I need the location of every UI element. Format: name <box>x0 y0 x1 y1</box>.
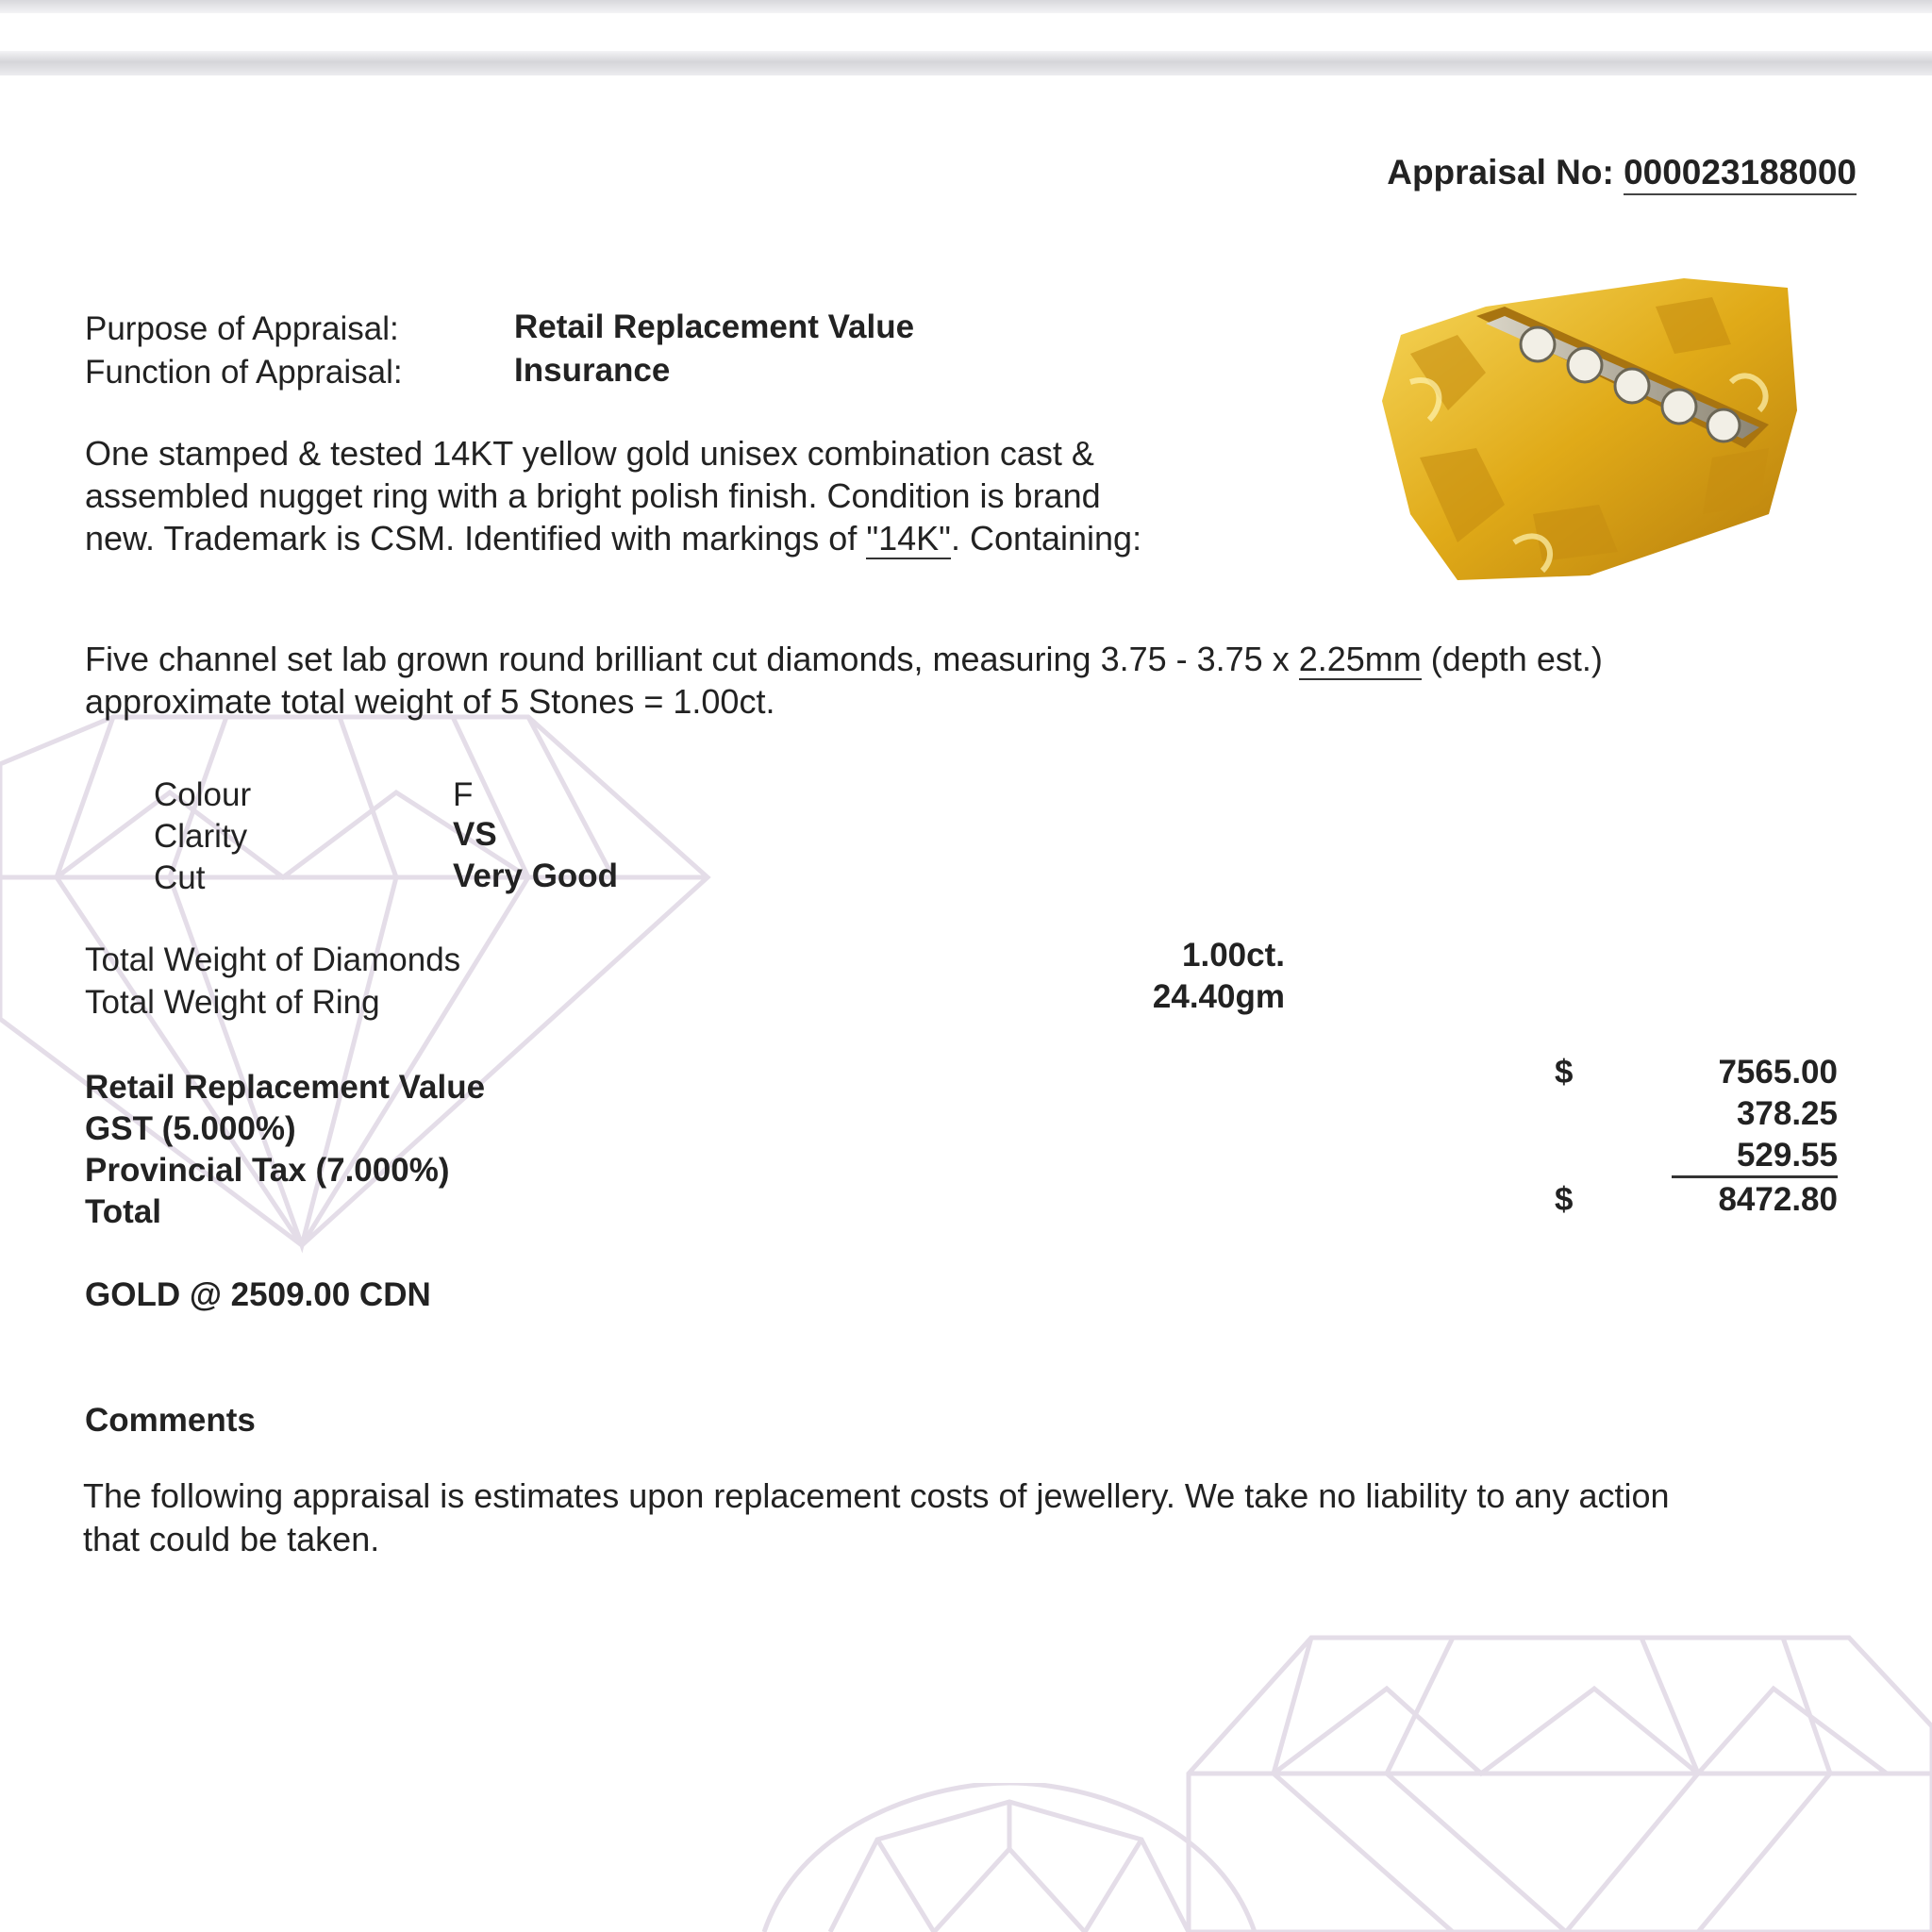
currency-symbol: $ <box>1555 1054 1574 1091</box>
subtotal-rule <box>1672 1175 1838 1178</box>
gold-price: GOLD @ 2509.00 CDN <box>85 1276 431 1313</box>
weight-value-ring: 24.40gm <box>1152 978 1285 1015</box>
valuation-label-retail: Retail Replacement Value <box>85 1069 486 1106</box>
valuation-row-total <box>1555 1179 1838 1221</box>
marking-value: "14K" <box>866 519 951 558</box>
currency-symbol: $ <box>1555 1181 1574 1218</box>
header-rule <box>0 51 1932 75</box>
grade-value-clarity: VS <box>453 816 497 853</box>
ring-photo <box>1373 269 1807 594</box>
purpose-label: Purpose of Appraisal: <box>85 310 399 347</box>
weight-value-diamonds: 1.00ct. <box>1182 937 1285 974</box>
comments-heading: Comments <box>85 1402 256 1439</box>
diamond-text: Five channel set lab grown round brilliant cut diamonds, measuring 3.75 - 3.75 x <box>85 640 1299 678</box>
top-edge <box>0 0 1932 13</box>
function-label: Function of Appraisal: <box>85 354 403 391</box>
valuation-label-provincial: Provincial Tax (7.000%) <box>85 1152 450 1189</box>
function-value: Insurance <box>514 352 671 389</box>
amount-retail: 7565.00 <box>1718 1054 1838 1091</box>
appraisal-number <box>1387 153 1857 192</box>
diamond-description <box>85 638 1689 723</box>
valuation-label-total: Total <box>85 1193 162 1230</box>
diamond-watermark-bottom-right <box>1170 1632 1932 1932</box>
weight-label-ring: Total Weight of Ring <box>85 984 380 1021</box>
grade-value-cut: Very Good <box>453 858 619 894</box>
grade-value-colour: F <box>453 776 474 813</box>
valuation-label-gst: GST (5.000%) <box>85 1110 296 1147</box>
amount-provincial: 529.55 <box>1736 1137 1838 1174</box>
purpose-value: Retail Replacement Value <box>514 308 915 345</box>
diamond-text-end: (depth est.) approximate total weight of 5 Stones = 1.00ct. <box>85 640 1603 721</box>
amount-total: 8472.80 <box>1718 1181 1838 1218</box>
diamond-depth: 2.25mm <box>1298 640 1422 678</box>
grade-label-cut: Cut <box>154 859 206 896</box>
description-containing: . Containing: <box>950 519 1142 558</box>
weight-label-diamonds: Total Weight of Diamonds <box>85 941 461 978</box>
valuation-row-gst <box>1555 1093 1838 1135</box>
valuation-row-provincial <box>1555 1135 1838 1176</box>
appraisal-number-value: 000023188000 <box>1624 153 1857 195</box>
grade-label-colour: Colour <box>154 776 252 813</box>
valuation-row-retail <box>1555 1052 1838 1093</box>
item-description <box>85 432 1179 559</box>
comments-text: The following appraisal is estimates upon replacement costs of jewellery. We take no liability to any action that could be taken. <box>83 1476 1670 1558</box>
description-text: One stamped & tested 14KT yellow gold unisex combination cast & assembled nugget ring with a bright polish finish. Condition is brand new. Trademark is CSM. Identified with markings of <box>85 434 1101 558</box>
diamond-watermark-bottom-center <box>745 1783 1274 1932</box>
appraisal-number-label: Appraisal No: <box>1387 153 1614 192</box>
amount-gst: 378.25 <box>1736 1095 1838 1132</box>
grade-label-clarity: Clarity <box>154 818 248 855</box>
